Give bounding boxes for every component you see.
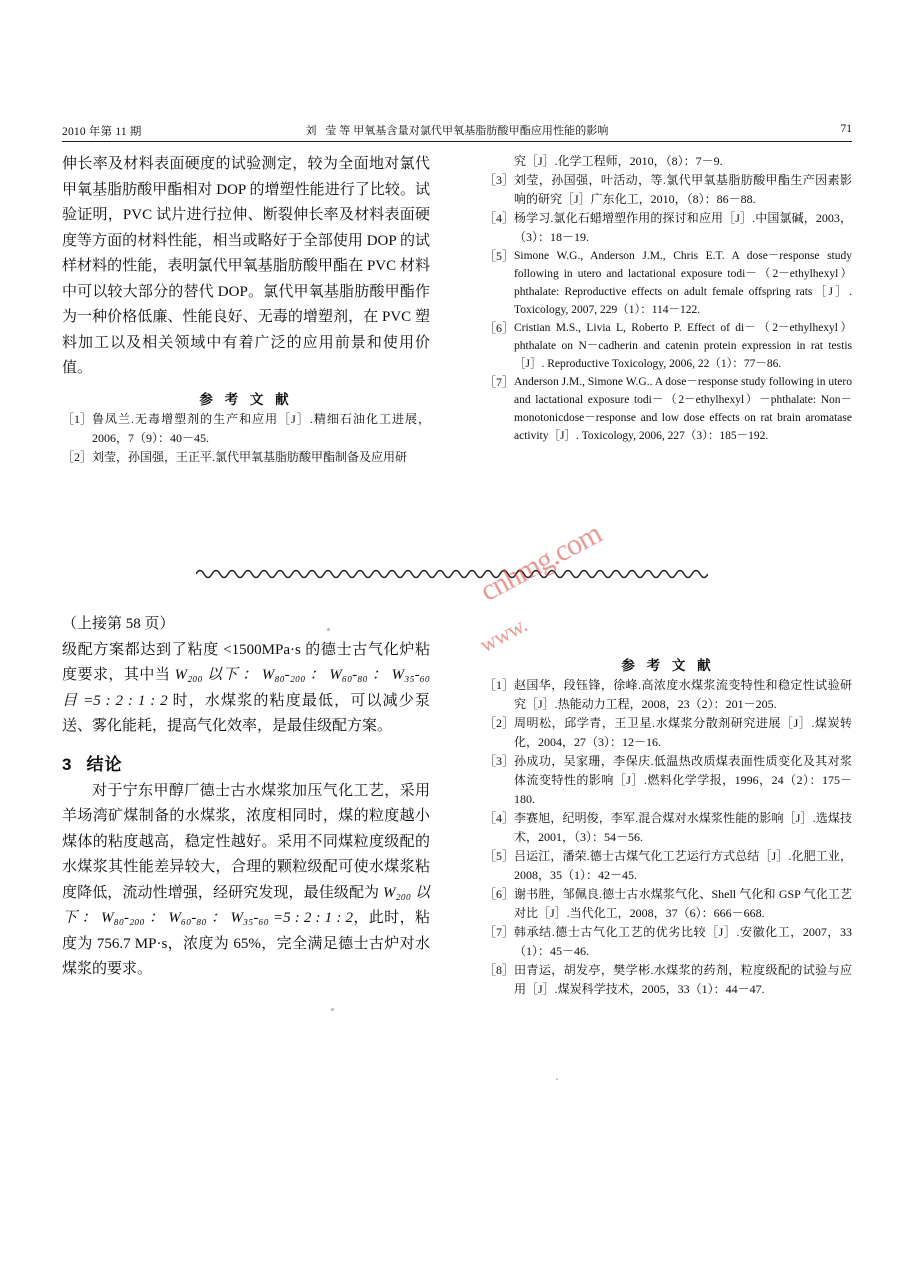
reference-item — [484, 373, 852, 445]
reference-item — [484, 152, 852, 171]
references-list-top-left — [62, 410, 430, 467]
wavy-divider — [196, 566, 708, 580]
scan-speck — [556, 1078, 558, 1080]
reference-text: 孙成功，吴家珊，李保庆.低温热改质煤表面性质变化及其对浆体流变特性的影响［J］.燃料化学学报，1996，24（2）：175－180. — [514, 754, 852, 806]
running-author: 刘 莹等 — [305, 125, 354, 137]
reference-item — [484, 209, 852, 247]
running-article-title: 甲氧基含量对氯代甲氧基脂肪酸甲酯应用性能的影响 — [353, 125, 609, 137]
reference-item — [484, 171, 852, 209]
header-rule — [62, 141, 852, 142]
reference-item — [62, 410, 430, 448]
bottom-right-column — [484, 648, 852, 999]
reference-number: ［4］ — [484, 211, 515, 225]
references-list-bottom — [484, 676, 852, 999]
reference-number: ［1］ — [484, 678, 515, 692]
reference-number: ［8］ — [484, 963, 515, 977]
reference-text: Cristian M.S., Livia L, Roberto P. Effect of di－（2－ethylhexyl）phthalate on N－cadherin and catenin protein expression in rat testis［J］. Reproductive Toxicology, 2006, 22（1）：77－86. — [514, 322, 852, 370]
bottom-paragraph-1-part2: 时，水煤浆的粘度最低，可以减少泵送、雾化能耗，提高气化效率，是最佳级配方案。 — [62, 692, 430, 734]
reference-number: ［3］ — [484, 173, 515, 187]
scan-speck — [331, 1008, 334, 1011]
reference-item — [62, 448, 430, 467]
reference-text: 韩承结.德士古气化工艺的优劣比较［J］.安徽化工，2007，33（1）：45－46. — [514, 925, 852, 958]
bottom-paragraph-1 — [62, 638, 430, 740]
conclusion-paragraph: 伸长率及材料表面硬度的试验测定，较为全面地对氯代甲氧基脂肪酸甲酯相对 DOP 的增塑性能进行了比较。试验证明，PVC 试片进行拉伸、断裂伸长率及材料表面硬度等方面的材料性能，相当或略好于全部使用 DOP 的试样材料的性能，表明氯代甲氧基脂肪酸甲酯在 PVC 材料中可以较大部分的替代 DOP。氯代甲氧基脂肪酸甲酯作为一种价格低廉、性能良好、无毒的增塑剂，在 PVC 塑料加工以及相关领域中有着广泛的应用前景和使用价值。 — [62, 156, 430, 376]
references-heading-bottom: 参 考 文 献 — [621, 658, 715, 673]
reference-text: Anderson J.M., Simone W.G.. A dose－response study following in utero and lactational exposure todi－（2－ethylhexyl）－phthalate: Non－monotonicdose－response and low dose effects on rat brain aromatase activity［J］. Toxicology, 2006, 227（3）：185－192. — [514, 376, 852, 442]
reference-text: 刘莹，孙国强，叶活动，等.氯代甲氧基脂肪酸甲酯生产因素影响的研究［J］广东化工，2010，（8）：86－88. — [514, 173, 852, 206]
bottom-left-column — [62, 612, 430, 983]
reference-number: ［6］ — [484, 887, 515, 901]
section-title: 结论 — [86, 754, 123, 774]
reference-number: ［6］ — [484, 321, 515, 335]
reference-item — [484, 847, 852, 885]
reference-number: ［2］ — [484, 716, 515, 730]
bottom-paragraph-2 — [62, 779, 430, 983]
reference-text: 谢书胜，邹佩良.德士古水煤浆气化、Shell 气化和 GSP 气化工艺对比［J］.当代化工，2008，37（6）：666－668. — [514, 887, 852, 920]
scan-speck — [327, 628, 330, 631]
reference-item — [484, 923, 852, 961]
bottom-paragraph-1-part1: 级配方案都达到了粘度 <1500MPa·s 的德士古气化炉粘度要求，其中当 — [62, 641, 430, 683]
reference-number: ［4］ — [484, 811, 515, 825]
top-left-column — [62, 152, 430, 467]
running-title — [305, 122, 608, 138]
top-right-column — [484, 152, 852, 445]
reference-item — [484, 247, 852, 319]
reference-number: ［7］ — [484, 375, 515, 389]
reference-text: 田青运，胡发亭，樊学彬.水煤浆的药剂，粒度级配的试验与应用［J］.煤炭科学技术，2005，33（1）：44－47. — [514, 963, 852, 996]
formula-2: W₂₀₀ 以下 ： W₈₀-₂₀₀ ： W₆₀-₈₀ ： W₃₅-₆₀ =5 : 2 : 1 : 2 — [62, 884, 430, 926]
reference-text: 鲁凤兰.无毒增塑剂的生产和应用［J］.精细石油化工进展，2006，7（9）：40－45. — [92, 411, 430, 445]
continuation-note: （上接第 58 页） — [62, 616, 175, 632]
reference-number: ［3］ — [484, 754, 515, 768]
reference-number: ［5］ — [484, 249, 515, 263]
reference-item — [484, 714, 852, 752]
watermark-line2: cnhmg.com — [474, 516, 607, 608]
reference-number: ［5］ — [484, 849, 515, 863]
reference-item — [484, 319, 852, 373]
reference-number: ［2］ — [62, 449, 93, 464]
reference-text: 赵国华，段钰锋，徐峰.高浓度水煤浆流变特性和稳定性试验研究［J］.热能动力工程，2008，23（2）：201－205. — [514, 678, 852, 711]
references-list-top-right — [484, 152, 852, 445]
reference-text: 周明松，邱学青，王卫星.水煤浆分散剂研究进展［J］.煤炭转化，2004，27（3）：12－16. — [514, 716, 852, 749]
formula-1: W₂₀₀ 以下 ： W₈₀-₂₀₀ ： W₆₀-₈₀ ： W₃₅-₆₀ 目 =5 : 2 : 1 : 2 — [62, 667, 430, 709]
reference-text: 刘莹，孙国强，王正平.氯代甲氧基脂肪酸甲酯制备及应用研 — [92, 449, 408, 464]
references-heading-top: 参 考 文 献 — [199, 391, 293, 407]
reference-number: ［7］ — [484, 925, 515, 939]
reference-text: 究［J］.化学工程师，2010，（8）：7－9. — [514, 154, 723, 168]
reference-item — [484, 752, 852, 809]
reference-number: ［1］ — [62, 411, 93, 426]
page-number: 71 — [840, 123, 852, 135]
watermark-line1: www. — [475, 611, 531, 658]
running-head — [62, 122, 852, 142]
bottom-paragraph-2-part1: 对于宁东甲醇厂德士古水煤浆加压气化工艺，采用羊场湾矿煤制备的水煤浆，浓度相同时，煤的粒度越小煤体的粘度越高，稳定性越好。采用不同煤粒度级配的水煤浆其性能差异较大，合理的颗粒级配可使水煤浆粘度降低，流动性增强，经研究发现，最佳级配为 — [62, 782, 430, 901]
bottom-paragraph-2-part2: ，此时，粘度为 756.7 MP·s，浓度为 65%，完全满足德士古炉对水煤浆的要求。 — [62, 910, 430, 977]
reference-text: 吕运江，潘荣.德士古煤气化工艺运行方式总结［J］.化肥工业，2008，35（1）：42－45. — [514, 849, 852, 882]
reference-text: 李赛旭，纪明俊，李军.混合煤对水煤浆性能的影响［J］.选煤技术，2001，（3）：54－56. — [514, 811, 852, 844]
section-heading — [62, 750, 430, 775]
reference-item — [484, 961, 852, 999]
section-number: 3 — [62, 754, 73, 774]
reference-item — [484, 809, 852, 847]
reference-item — [484, 676, 852, 714]
issue-label: 2010 年第 11 期 — [62, 126, 142, 138]
reference-text: Simone W.G., Anderson J.M., Chris E.T. A dose－response study following in utero and lactational exposure todi－（2－ethylhexyl）phthalate: Reproductive effects on adult female offspring rats［J］. Toxicology, 2007, 229（1）：114－122. — [514, 250, 852, 316]
reference-text: 杨学习.氯化石蜡增塑作用的探讨和应用［J］.中国氯碱，2003，（3）：18－19. — [514, 211, 852, 244]
reference-item — [484, 885, 852, 923]
